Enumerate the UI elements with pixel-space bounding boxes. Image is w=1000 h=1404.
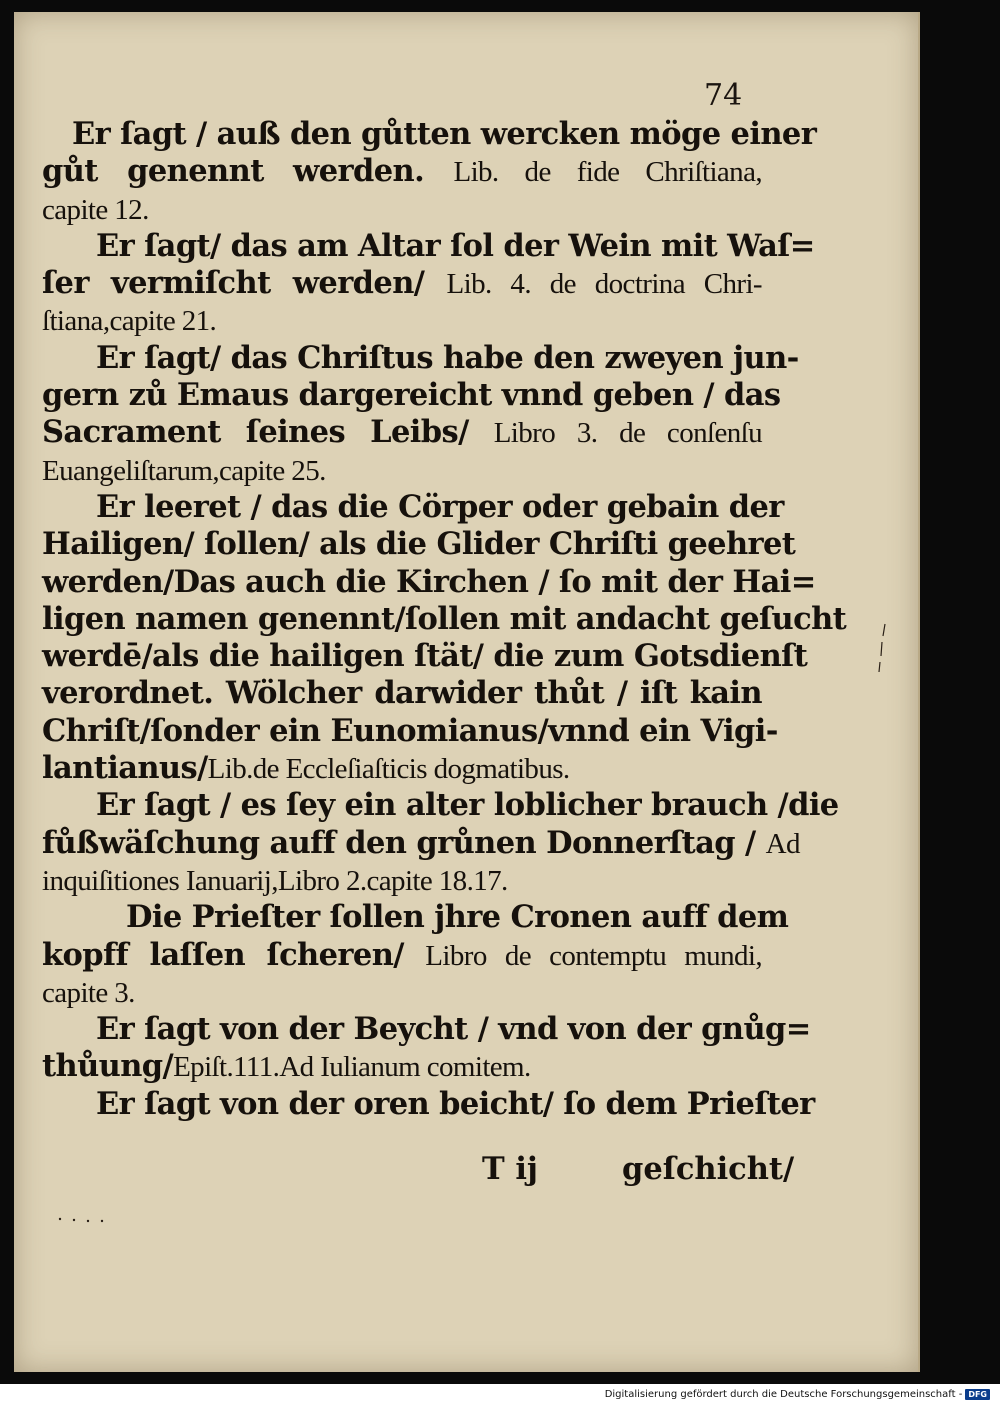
ink-dots bbox=[52, 1212, 112, 1226]
catch-line bbox=[42, 1151, 795, 1191]
text-line bbox=[42, 787, 839, 824]
page-number: 74 bbox=[704, 78, 743, 113]
text-block bbox=[42, 116, 847, 1123]
antiqua-text: Libro de contemptu mundi, bbox=[425, 939, 762, 972]
antiqua-text: Lib.de Eccleſiaſticis dogmatibus. bbox=[207, 753, 570, 786]
antiqua-text: Lib. 4. de doctrina Chri- bbox=[446, 268, 762, 301]
fraktur-text: Er ſagt von der oren beicht/ ſo dem Prieſter bbox=[96, 1085, 815, 1122]
text-line bbox=[42, 712, 778, 750]
antiqua-text: Ad bbox=[765, 827, 800, 860]
fraktur-text: lantianus/ bbox=[42, 750, 208, 787]
antiqua-text: inquiſitiones Ianuarij,Libro 2.capite 18.17. bbox=[42, 864, 508, 897]
text-line bbox=[42, 1011, 811, 1048]
fraktur-text: werden/Das auch die Kirchen / ſo mit der Hai= bbox=[42, 563, 816, 600]
book-page bbox=[14, 12, 920, 1372]
text-line bbox=[42, 600, 847, 638]
margin-mark bbox=[876, 622, 890, 674]
antiqua-text: Euangeliſtarum,capite 25. bbox=[42, 454, 326, 487]
fraktur-text: Er ſagt von der Beycht / vnd von der gnůg= bbox=[96, 1011, 811, 1048]
text-line bbox=[42, 191, 762, 228]
text-line bbox=[42, 862, 762, 899]
text-line bbox=[42, 937, 762, 974]
antiqua-text: Libro 3. de conſenſu bbox=[493, 417, 762, 450]
text-line bbox=[42, 899, 789, 936]
text-line bbox=[42, 824, 800, 862]
fraktur-text: gern zů Emaus dargereicht vnnd geben / das bbox=[42, 377, 781, 414]
text-line bbox=[42, 377, 781, 414]
fraktur-text: verordnet. Wölcher darwider thůt / iſt kain bbox=[42, 675, 762, 712]
text-line bbox=[42, 339, 799, 377]
text-line bbox=[42, 302, 762, 339]
fraktur-text: Chriſt/ſonder ein Eunomianus/vnnd ein Vigi- bbox=[42, 712, 778, 749]
antiqua-text: capite 12. bbox=[42, 193, 149, 226]
fraktur-text: gůt genennt werden. bbox=[42, 153, 454, 190]
fraktur-text: kopff laſſen ſcheren/ bbox=[42, 936, 426, 973]
fraktur-text: Er ſagt/ das am Altar ſol der Wein mit Waſ= bbox=[96, 227, 815, 264]
text-line bbox=[42, 488, 784, 526]
text-line bbox=[42, 452, 762, 489]
fraktur-text: ligen namen genennt/ſollen mit andacht geſucht bbox=[42, 600, 847, 637]
signature-mark: T ij bbox=[482, 1151, 538, 1187]
fraktur-text: thůung/ bbox=[42, 1048, 174, 1085]
fraktur-text: Sacrament ſeines Leibs/ bbox=[42, 414, 494, 451]
fraktur-text: werdē/als die hailigen ſtät/ die zum Gotsdienſt bbox=[42, 638, 808, 675]
antiqua-text: ſtiana,capite 21. bbox=[42, 305, 217, 338]
fraktur-text: Er leeret / das die Cörper oder gebain der bbox=[96, 488, 784, 525]
footer-text: Digitalisierung gefördert durch die Deutsche Forschungsgemeinschaft - bbox=[604, 1388, 963, 1400]
text-line bbox=[42, 265, 762, 302]
fraktur-text: ſer vermiſcht werden/ bbox=[42, 265, 447, 302]
dfg-logo-icon: DFG bbox=[965, 1389, 990, 1400]
text-line bbox=[42, 638, 808, 675]
fraktur-text: Die Prieſter ſollen jhre Cronen auff dem bbox=[126, 899, 789, 936]
text-line bbox=[42, 563, 816, 601]
fraktur-text: Hailigen/ ſollen/ als die Glider Chriſti geehret bbox=[42, 526, 796, 563]
fraktur-text: Er ſagt / auß den gůtten wercken möge einer bbox=[72, 116, 817, 152]
text-line bbox=[42, 675, 762, 712]
antiqua-text: capite 3. bbox=[42, 976, 135, 1009]
antiqua-text: Epiſt.111.Ad Iulianum comitem. bbox=[173, 1051, 531, 1084]
text-line bbox=[42, 1085, 815, 1123]
antiqua-text: Lib. de fide Chriſtiana, bbox=[453, 156, 762, 189]
text-line bbox=[42, 1048, 762, 1085]
fraktur-text: Er ſagt / es ſey ein alter loblicher brauch /die bbox=[96, 787, 839, 824]
text-line bbox=[42, 526, 796, 563]
footer-credit bbox=[605, 1386, 990, 1402]
text-line bbox=[42, 153, 762, 190]
text-line bbox=[42, 414, 762, 451]
text-line bbox=[42, 227, 815, 265]
catchword: geſchicht/ bbox=[622, 1151, 795, 1187]
text-line bbox=[42, 750, 762, 787]
fraktur-text: Er ſagt/ das Chriſtus habe den zweyen jun- bbox=[96, 339, 799, 376]
fraktur-text: fůßwäſchung auff den grůnen Donnerſtag / bbox=[42, 824, 766, 861]
text-line bbox=[42, 974, 762, 1011]
text-line bbox=[42, 116, 817, 153]
